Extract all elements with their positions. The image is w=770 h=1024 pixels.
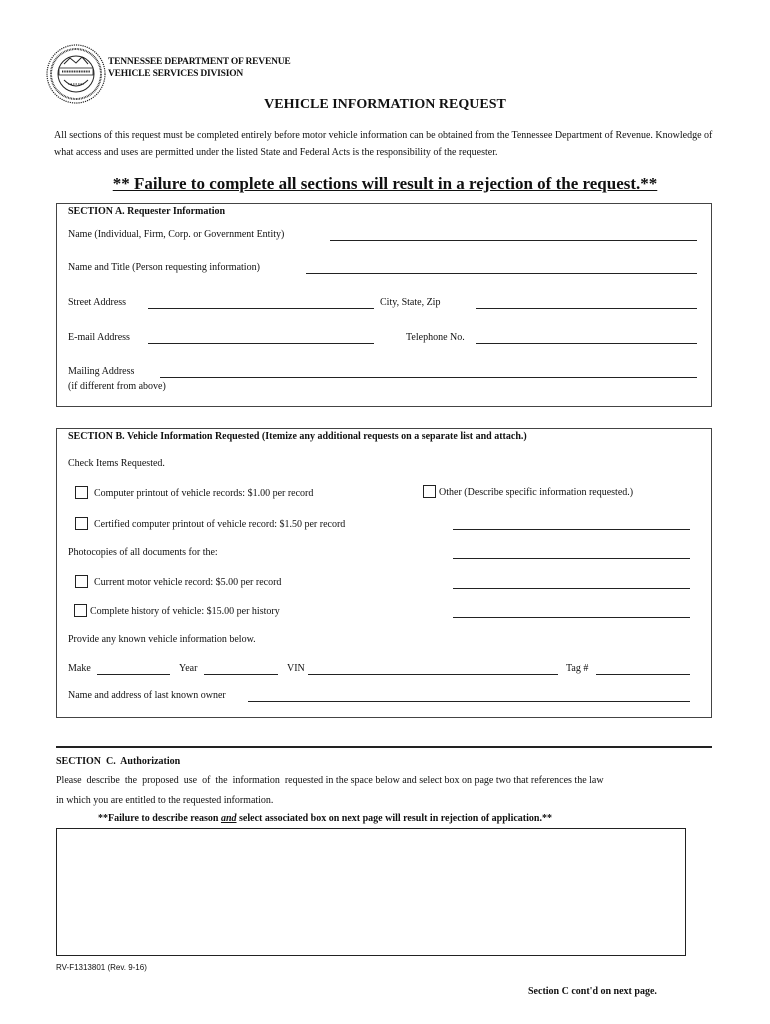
section-divider [56,746,712,748]
agency-line-1: TENNESSEE DEPARTMENT OF REVENUE [108,57,291,67]
section-c-warning [98,813,552,824]
form-title: VEHICLE INFORMATION REQUEST [264,97,506,112]
email-label: E-mail Address [68,332,130,343]
state-seal-icon [46,44,106,104]
history-checkbox[interactable] [74,604,87,617]
street-field[interactable] [148,308,374,309]
agency-line-2: VEHICLE SERVICES DIVISION [108,69,244,79]
other-description-line-4[interactable] [453,617,690,618]
make-field[interactable] [97,674,170,675]
name-field[interactable] [330,240,697,241]
continued-note: Section C cont'd on next page. [528,986,657,997]
other-description-line-3[interactable] [453,588,690,589]
section-c-warning-and: and [220,813,237,824]
section-a-heading: SECTION A. Requester Information [68,206,226,217]
mailing-field[interactable] [160,377,697,378]
street-label: Street Address [68,297,127,308]
section-c-heading: SECTION C. Authorization [56,756,181,767]
section-c-warning-post: select associated box on next page will result in rejection of application.** [236,813,552,824]
name-title-field[interactable] [306,273,697,274]
intro-text: All sections of this request must be completed entirely before motor vehicle information can be obtained from the Tennessee Department of Revenue. Knowledge of what access and uses are permitted under the listed State and Federal Acts is the responsibility of the requester. [54,130,713,158]
owner-field[interactable] [248,701,690,702]
section-c-warning-pre: **Failure to describe reason [98,813,221,824]
rejection-warning: ** Failure to complete all sections will result in a rejection of the request.** [112,174,658,193]
city-field[interactable] [476,308,697,309]
section-c-text-1: Please describe the proposed use of the information requested in the space below and select box on page two that references the law [56,775,604,786]
year-label: Year [179,663,198,674]
other-description-line-2[interactable] [453,558,690,559]
section-c-text-2: in which you are entitled to the requested information. [56,795,274,806]
phone-field[interactable] [476,343,697,344]
mailing-note: (if different from above) [68,381,166,392]
certified-checkbox[interactable] [75,517,88,530]
photocopies-label: Photocopies of all documents for the: [68,547,218,558]
phone-label: Telephone No. [406,332,465,343]
check-items-label: Check Items Requested. [68,458,165,469]
certified-label: Certified computer printout of vehicle record: $1.50 per record [94,519,346,530]
city-label: City, State, Zip [380,297,441,308]
name-title-label: Name and Title (Person requesting information) [68,262,260,273]
owner-label: Name and address of last known owner [68,690,226,701]
year-field[interactable] [204,674,278,675]
current-record-checkbox[interactable] [75,575,88,588]
history-label: Complete history of vehicle: $15.00 per history [90,606,280,617]
other-description-line-1[interactable] [453,529,690,530]
printout-checkbox[interactable] [75,486,88,499]
other-label: Other (Describe specific information requested.) [439,487,634,498]
other-checkbox[interactable] [423,485,436,498]
vin-field[interactable] [308,674,558,675]
current-record-label: Current motor vehicle record: $5.00 per record [94,577,282,588]
email-field[interactable] [148,343,374,344]
vin-label: VIN [287,663,305,674]
printout-label: Computer printout of vehicle records: $1.00 per record [94,488,314,499]
make-label: Make [68,663,91,674]
tag-label: Tag # [566,663,589,674]
tag-field[interactable] [596,674,690,675]
agency-name [108,56,291,80]
proposed-use-textarea[interactable] [56,828,686,956]
name-label: Name (Individual, Firm, Corp. or Government Entity) [68,229,285,240]
section-b-heading: SECTION B. Vehicle Information Requested (Itemize any additional requests on a separate list and attach.) [68,431,527,442]
form-number: RV-F1313801 (Rev. 9-16) [56,963,147,972]
provide-info-label: Provide any known vehicle information below. [68,634,256,645]
mailing-label: Mailing Address [68,366,135,377]
